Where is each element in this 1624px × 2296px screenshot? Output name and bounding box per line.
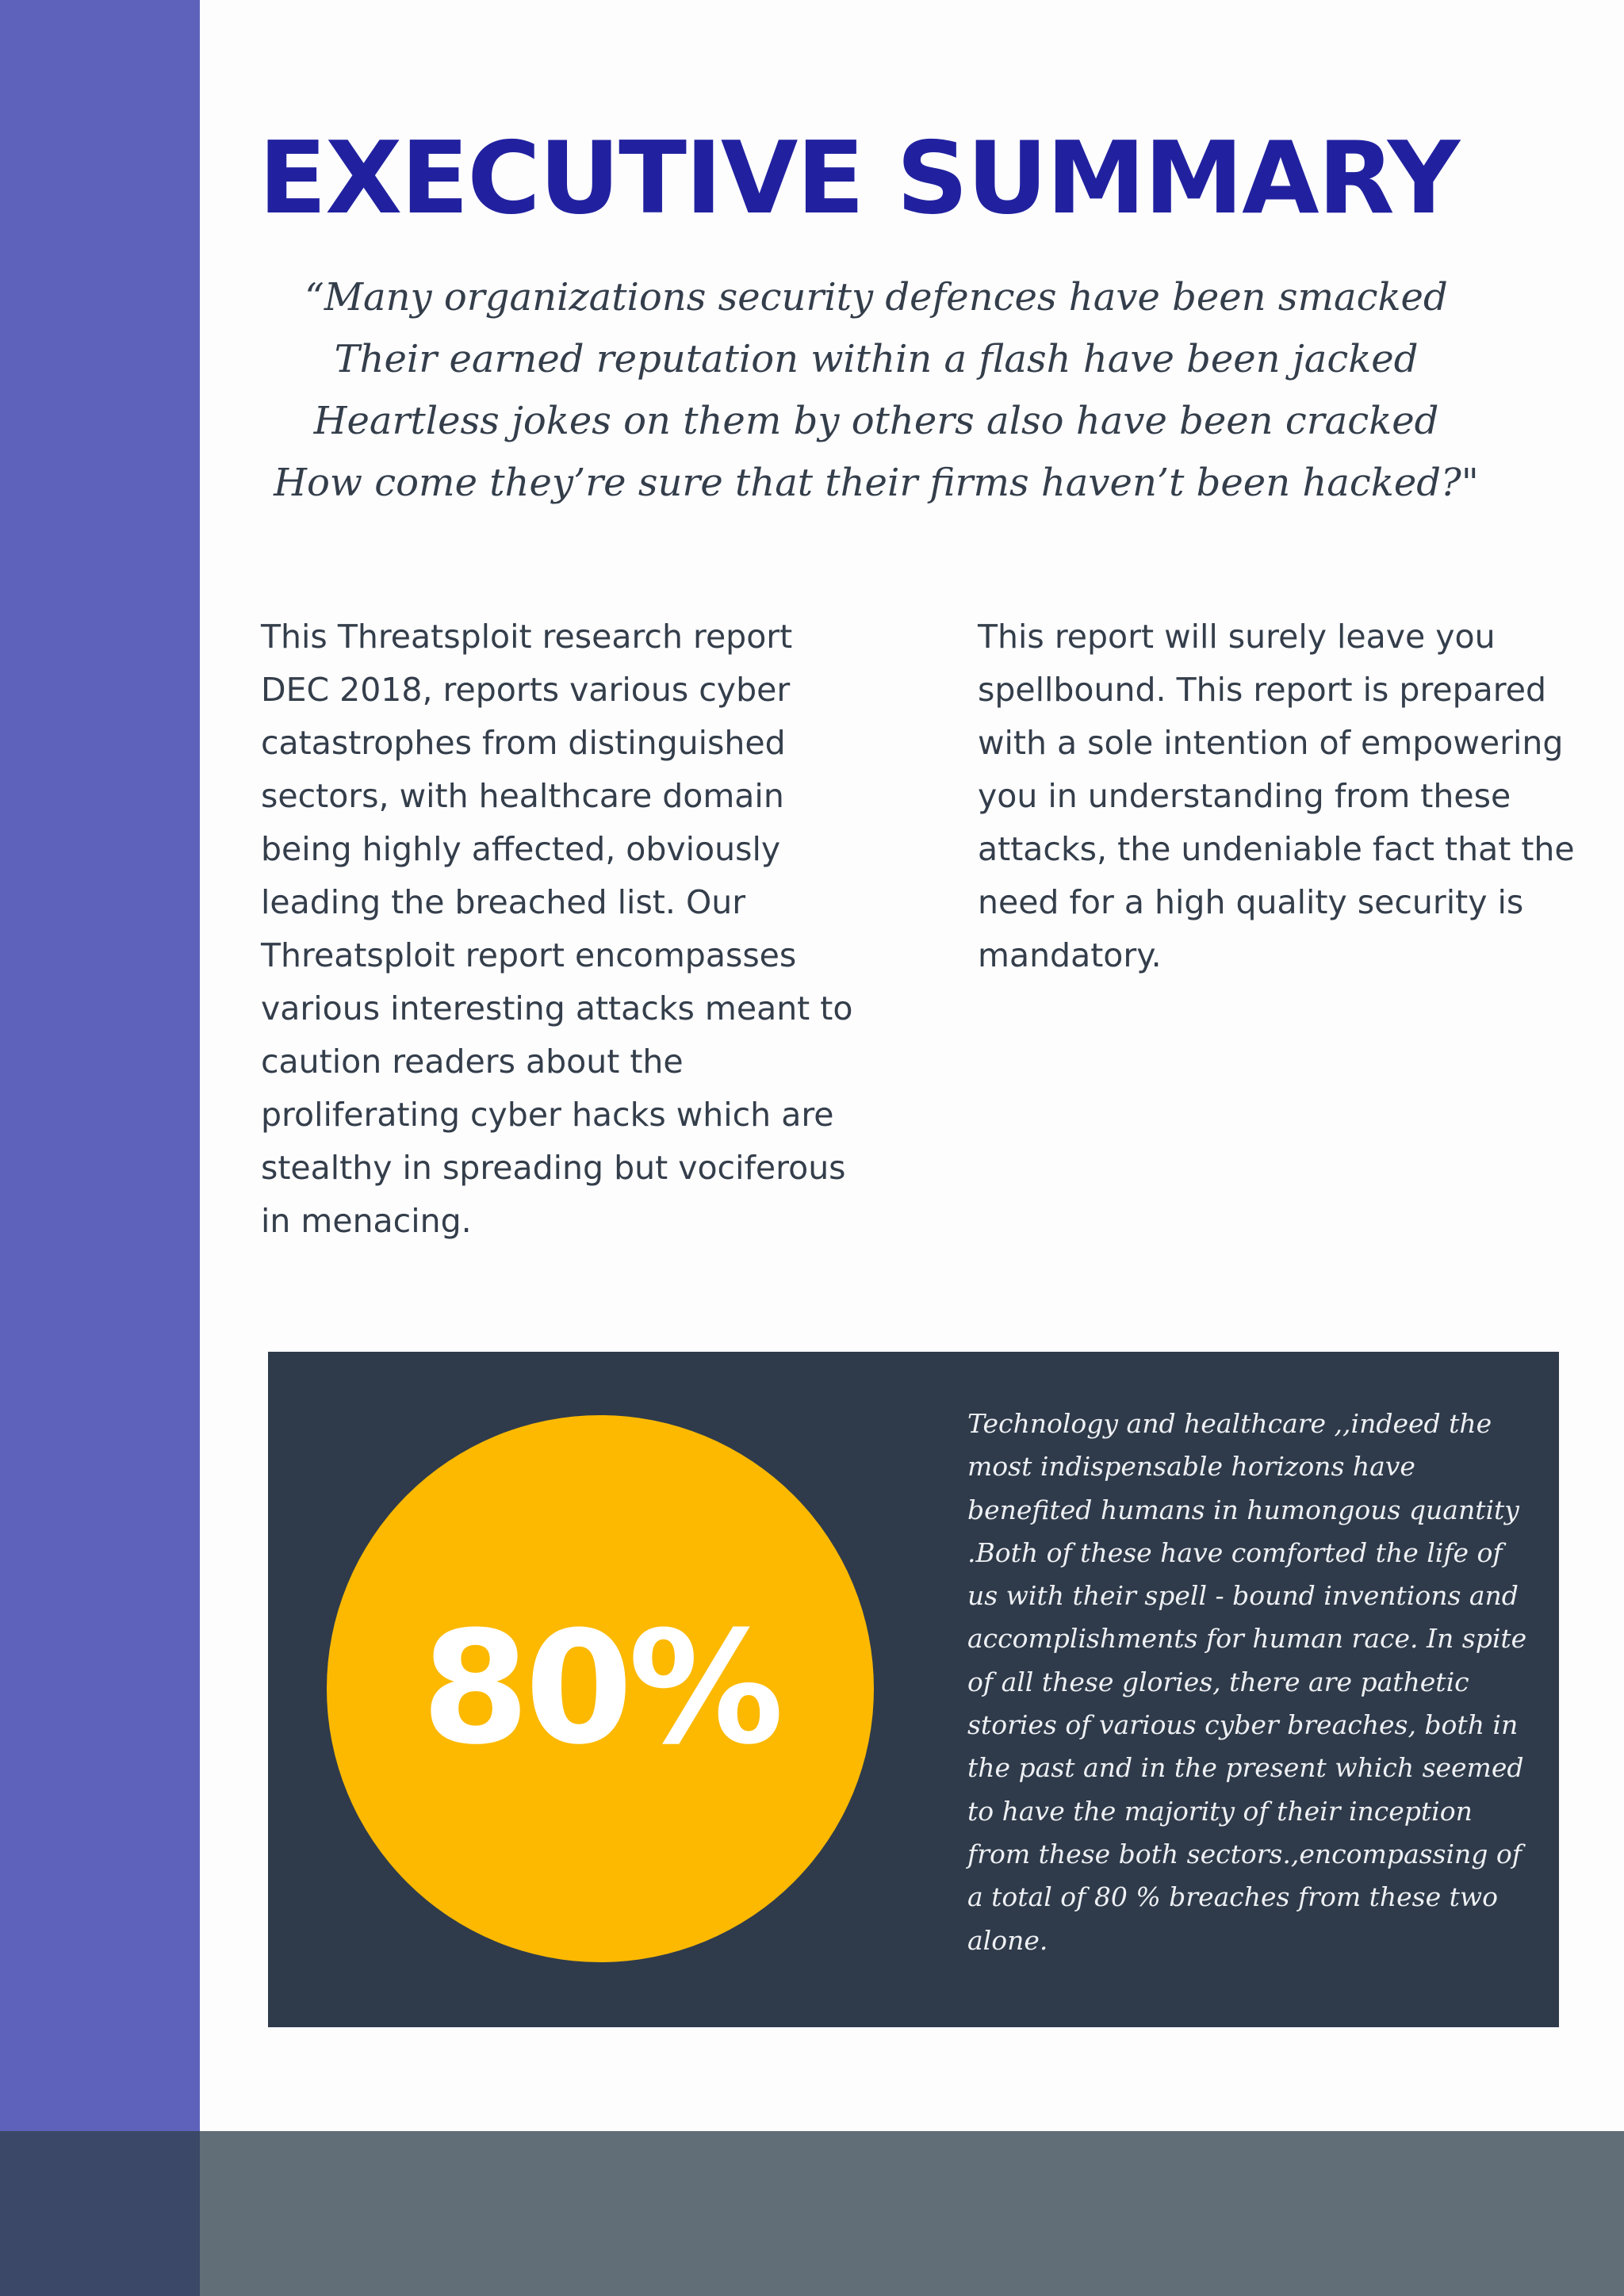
stat-line: to have the majority of their inception [967,1795,1473,1827]
quote-line: How come they’re sure that their firms haven’t been hacked?" [274,461,1479,505]
intro-line: DEC 2018, reports various cyber [261,671,791,709]
intro-column-right [978,610,1575,982]
quote-line: Heartless jokes on them by others also have been cracked [313,399,1439,443]
intro-line: stealthy in spreading but vociferous [261,1149,846,1187]
intro-line: caution readers about the [261,1043,684,1081]
intro-line: various interesting attacks meant to [261,989,853,1027]
stat-line: accomplishments for human race. In spite [967,1623,1527,1655]
stat-line: alone. [967,1924,1048,1956]
stat-panel [268,1352,1559,2027]
stat-line: the past and in the present which seemed [967,1752,1524,1784]
intro-line: being highly affected, obviously [261,830,781,868]
page-title: EXECUTIVE SUMMARY [259,120,1459,236]
intro-line: spellbound. This report is prepared [978,671,1546,709]
stat-line: stories of various cyber breaches, both in [967,1709,1519,1741]
intro-line: you in understanding from these [978,777,1511,815]
intro-line: sectors, with healthcare domain [261,777,784,815]
stat-circle [327,1415,874,1962]
intro-line: This Threatsploit research report [261,618,793,656]
intro-column-left [261,610,852,1248]
stat-line: .Both of these have comforted the life of [967,1536,1503,1568]
intro-line: This report will surely leave you [978,618,1496,656]
intro-line: need for a high quality security is [978,883,1524,921]
stat-line: a total of 80 % breaches from these two [967,1881,1498,1913]
stat-line: most indispensable horizons have [967,1451,1415,1483]
stat-line: of all these glories, there are pathetic [967,1666,1469,1697]
intro-line: leading the breached list. Our [261,883,746,921]
intro-line: with a sole intention of empowering [978,724,1564,762]
intro-line: proliferating cyber hacks which are [261,1096,834,1134]
intro-line: mandatory. [978,936,1162,974]
stat-line: benefited humans in humongous quantity [967,1494,1519,1525]
footer-band-left [0,2131,200,2296]
quote-line: Their earned reputation within a flash have been jacked [334,337,1419,381]
footer-band-right [200,2131,1624,2296]
stat-value: 80% [421,1598,779,1779]
intro-line: attacks, the undeniable fact that the [978,830,1575,868]
opening-quote [206,266,1546,514]
stat-description [967,1402,1526,1962]
intro-line: Threatsploit report encompasses [261,936,797,974]
intro-line: catastrophes from distinguished [261,724,786,762]
stat-line: Technology and healthcare ,,indeed the [967,1408,1492,1439]
intro-line: in menacing. [261,1202,472,1240]
stat-line: us with their spell - bound inventions and [967,1580,1519,1612]
quote-line: “Many organizations security defences have been smacked [304,275,1448,320]
stat-line: from these both sectors.,encompassing of [967,1838,1522,1869]
sidebar-accent [0,0,200,2131]
